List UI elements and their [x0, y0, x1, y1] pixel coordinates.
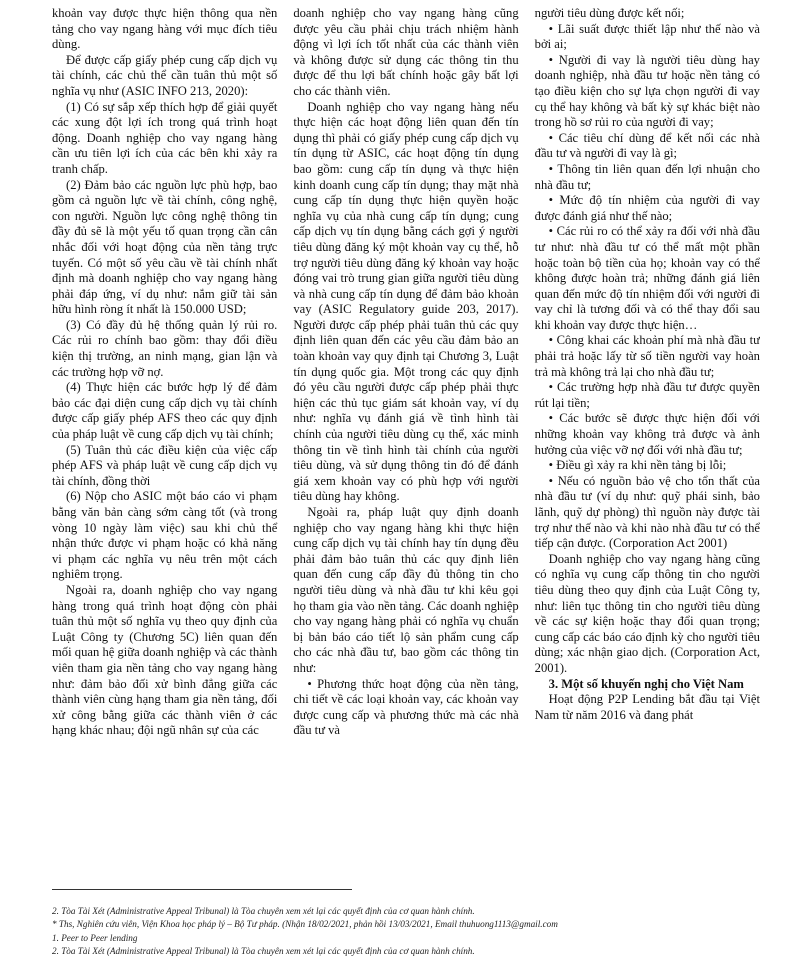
column-3: [535, 6, 760, 878]
paragraph: • Người đi vay là người tiêu dùng hay doanh nghiệp, nhà đầu tư hoặc nền tảng có tạo điều kiện cho sự lựa chọn người đi vay cụ thể hay không và bất kỳ sự khác biệt nào trong hồ sơ rủi ro của người đi vay;: [534, 52, 760, 130]
paragraph: Ngoài ra, pháp luật quy định doanh nghiệp cho vay ngang hàng khi thực hiện cung cấp dịch vụ tài chính hay tín dụng đều phải đảm bảo tuân thủ các quy định liên quan đến cung cấp đầy đủ thông tin cho người tiêu dùng và nhà đầu tư khi kêu gọi họ tham gia vào nền tảng. Các doanh nghiệp cho vay ngang hàng phải có nghĩa vụ chuẩn bị bản báo cáo tiết lộ sản phẩm cung cấp cho các nhà đầu tư, bao gồm các thông tin như:: [293, 505, 519, 675]
column-1: [52, 6, 277, 878]
paragraph: (5) Tuân thủ các điều kiện của việc cấp phép AFS và pháp luật về cung cấp dịch vụ tài chính, đồng thời: [52, 442, 278, 488]
paragraph: Ngoài ra, doanh nghiệp cho vay ngang hàng trong quá trình hoạt động còn phải tuân thủ một số nghĩa vụ theo quy định của Luật Công ty (Chương 5C) liên quan đến mối quan hệ giữa doanh nghiệp và các thành viên tham gia nền tảng cho vay ngang hàng như: đảm bảo đối xử bình đẳng giữa các thành viên cùng hạng tham gia nền tảng, đối xử công bằng giữa các thành viên ở các hạng khác nhau; đội ngũ nhân sự của các: [52, 582, 278, 738]
footnote: 2. Tòa Tài Xét (Administrative Appeal Tribunal) là Tòa chuyên xem xét lại các quyết định của cơ quan hành chính.: [52, 906, 475, 916]
paragraph: (3) Có đầy đủ hệ thống quản lý rủi ro. Các rủi ro chính bao gồm: thay đổi điều kiện thị trường, an ninh mạng, gian lận và các trường hợp vỡ nợ.: [52, 317, 278, 379]
paragraph: • Các bước sẽ được thực hiện đối với những khoản vay không trả được và ảnh hưởng của việc vỡ nợ đối với nhà đầu tư;: [534, 411, 760, 457]
paragraph: Để được cấp giấy phép cung cấp dịch vụ tài chính, các chủ thể cần tuân thủ một số nghĩa vụ như (ASIC INFO 213, 2020):: [52, 52, 278, 98]
section-heading: 3. Một số khuyến nghị cho Việt Nam: [548, 676, 744, 691]
paragraph: người tiêu dùng được kết nối;: [534, 6, 685, 20]
footnote: 2. Tòa Tài Xét (Administrative Appeal Tribunal) là Tòa chuyên xem xét lại các quyết định của cơ quan hành chính.: [52, 946, 475, 957]
paragraph: • Thông tin liên quan đến lợi nhuận cho nhà đầu tư;: [534, 161, 760, 192]
paragraph: doanh nghiệp cho vay ngang hàng cũng được yêu cầu phải chịu trách nhiệm hành động vì lợi ích tốt nhất của các thành viên và không được sử dụng các thông tin thu được để thu lợi bất chính hoặc gây bất lợi cho các thành viên.: [293, 6, 519, 98]
paragraph: • Phương thức hoạt động của nền tảng, chi tiết về các loại khoản vay, các khoản vay được cung cấp và phương thức mà các nhà đầu tư và: [293, 676, 519, 738]
paragraph: (4) Thực hiện các bước hợp lý để đảm bảo các đại diện cung cấp dịch vụ tài chính được cấp giấy phép AFS theo các quy định của pháp luật về cung cấp dịch vụ tài chính;: [52, 380, 278, 442]
paragraph: • Nếu có nguồn bảo vệ cho tổn thất của nhà đầu tư (ví dụ như: quỹ phái sinh, bảo lãnh, quỹ dự phòng) thì nguồn này được tài trợ như thế nào và khi nào nhà đầu tư có thể tiếp cận được. (Corporation Act 2001): [534, 473, 760, 551]
paragraph: khoản vay được thực hiện thông qua nền tảng cho vay ngang hàng với mục đích tiêu dùng.: [52, 6, 278, 52]
paragraph: • Điều gì xảy ra khi nền tảng bị lỗi;: [548, 458, 727, 473]
body-columns: [52, 6, 760, 878]
column-2: [293, 6, 518, 878]
paragraph: • Các trường hợp nhà đầu tư được quyền rút lại tiền;: [534, 380, 760, 410]
paragraph: (2) Đảm bảo các nguồn lực phù hợp, bao gồm cả nguồn lực về tài chính, công nghệ, con người. Nguồn lực công nghệ thông tin đầy đủ sẽ là một yếu tố quan trọng cần cân nhắc đối với hoạt động của nền tảng trực tuyến. Có một số yêu cầu về tài chính nhất định mà doanh nghiệp cho vay ngang hàng phải đáp ứng, ví dụ như: nắm giữ tài sản hữu hình ròng ít nhất là 150.000 USD;: [52, 177, 278, 317]
paragraph: Doanh nghiệp cho vay ngang hàng cũng có nghĩa vụ cung cấp thông tin cho người tiêu dùng theo quy định của Luật Công ty, như: liên tục thông tin cho người tiêu dùng về các sự kiện hoặc thay đổi quan trọng; cung cấp các báo cáo định kỳ cho người tiêu dùng; xác nhận giao dịch. (Corporation Act, 2001).: [534, 551, 760, 675]
footnote: * Ths, Nghiên cứu viên, Viện Khoa học pháp lý – Bộ Tư pháp. (Nhận 18/02/2021, phản hồi 13/03/2021, Email thuhuong1113@gmail.com: [52, 919, 558, 930]
paragraph: (6) Nộp cho ASIC một báo cáo vi phạm bằng văn bản càng sớm càng tốt (và trong vòng 10 ngày làm việc) sau khi chủ thể nhận thức được vi phạm hoặc có khả năng vi phạm các nghĩa vụ nêu trên một cách nghiêm trọng.: [52, 489, 278, 582]
paragraph: • Lãi suất được thiết lập như thế nào và bởi ai;: [534, 21, 760, 52]
paragraph: • Các tiêu chí dùng để kết nối các nhà đầu tư và người đi vay là gì;: [534, 130, 760, 161]
paragraph: (1) Có sự sắp xếp thích hợp để giải quyết các xung đột lợi ích trong quá trình hoạt động. Doanh nghiệp cho vay ngang hàng cần ưu tiên lợi ích của các bên khi xảy ra tranh chấp.: [52, 99, 278, 176]
paragraph: • Các rủi ro có thể xảy ra đối với nhà đầu tư như: nhà đầu tư có thể mất một phần hoặc toàn bộ tiền của họ; khoản vay có thể không được hoàn trả; những đánh giá liên quan đến mức độ tín nhiệm đối với người đi vay chỉ là tương đối và có thể thay đổi sau khi khoản vay được thực hiện…: [534, 224, 760, 332]
footnotes: [52, 905, 760, 959]
paragraph: Doanh nghiệp cho vay ngang hàng nếu thực hiện các hoạt động liên quan đến tín dụng thì phải có giấy phép cung cấp dịch vụ tín dụng từ ASIC, các hoạt động tín dụng bao gồm: cung cấp tín dụng và thực hiện kinh doanh cung cấp tín dụng; thay mặt nhà cung cấp tín dụng thực hiện quyền hoặc nghĩa vụ của nhà cung cấp tín dụng; cung cấp dịch vụ tín dụng bằng cách gợi ý người tiêu dùng đăng ký một khoản vay cụ thể, hỗ trợ người tiêu dùng đăng ký khoản vay hoặc đóng vai trò trung gian giữa người tiêu dùng và nhà cung cấp tín dụng để đảm bảo khoản vay (ASIC Regulatory guide 203, 2017). Người được cấp phép phải tuân thủ các quy định liên quan đến các yêu cầu đảm bảo an toàn khoản vay quy định tại Chương 3, Luật tín dụng quốc gia. Một trong các quy định đó yêu cầu người được cấp phép phải thực hiện các thủ tục giám sát khoản vay, ví dụ như: nghĩa vụ đánh giá về tình hình tài chính của người tiêu dùng cụ thể, xác minh thông tin về tình hình tài chính của người tiêu dùng, và sử dụng thông tin đó để đánh giá xem khoản vay có phù hợp với người tiêu dùng hay không.: [293, 99, 519, 504]
paragraph: Hoạt động P2P Lending bắt đầu tại Việt Nam từ năm 2016 và đang phát: [534, 692, 760, 722]
footnote: 1. Peer to Peer lending: [52, 932, 138, 943]
footnote-divider: [52, 889, 352, 890]
paragraph: • Công khai các khoản phí mà nhà đầu tư phải trả hoặc lấy từ số tiền người vay hoàn trả mà không trả lại cho nhà đầu tư;: [534, 333, 760, 379]
paragraph: • Mức độ tín nhiệm của người đi vay được đánh giá như thế nào;: [534, 193, 760, 223]
